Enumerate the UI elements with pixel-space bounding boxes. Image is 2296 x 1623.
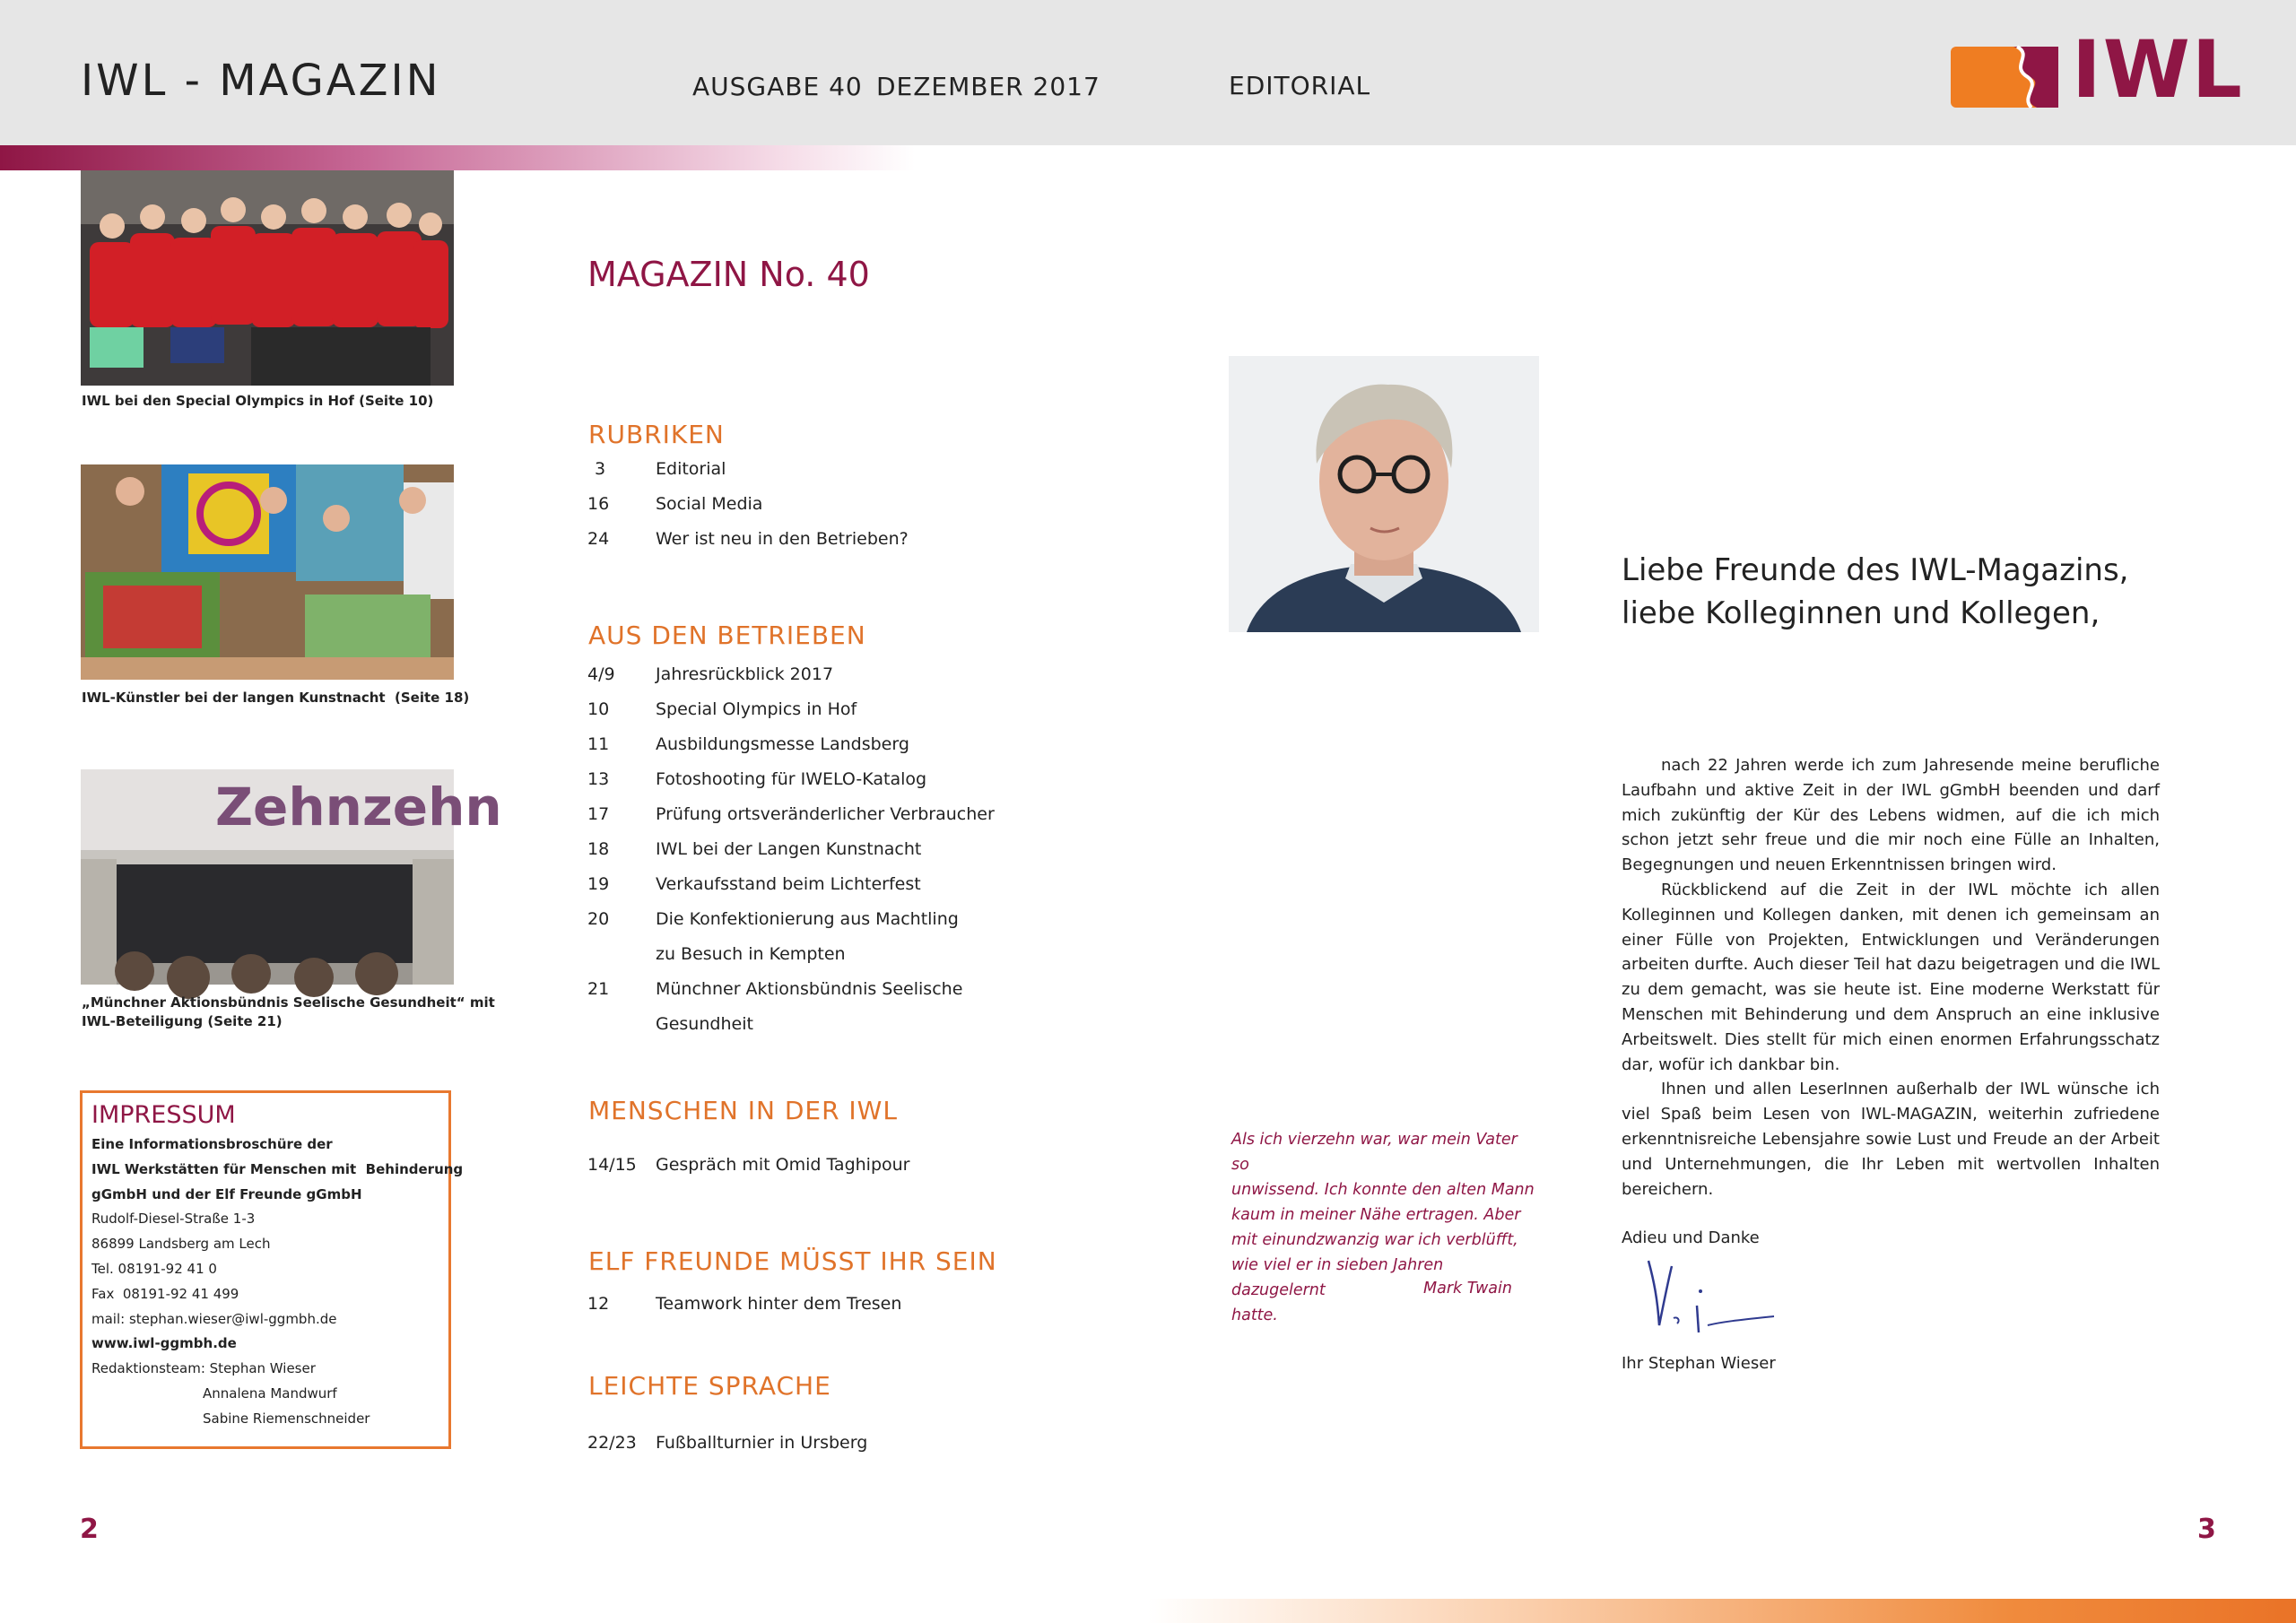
toc-row: 19 Verkaufsstand beim Lichterfest [587, 874, 921, 894]
toc-row: 4/9 Jahresrückblick 2017 [587, 664, 834, 684]
toc-row: 10 Special Olympics in Hof [587, 699, 857, 719]
toc-row: 14/15 Gespräch mit Omid Taghipour [587, 1155, 910, 1175]
impressum-box [80, 1090, 464, 1449]
toc-row: 17 Prüfung ortsveränderlicher Verbraucher [587, 804, 995, 824]
impressum-email: mail: stephan.wieser@iwl-ggmbh.de [91, 1310, 337, 1327]
logo-text: IWL [2072, 23, 2244, 116]
toc-list-leichte-sprache [587, 1433, 1126, 1468]
toc-list-betriebe [587, 664, 1126, 1049]
toc-row: 11 Ausbildungsmesse Landsberg [587, 734, 909, 754]
toc-row: 16 Social Media [587, 494, 763, 514]
photo-kunstnacht [81, 464, 454, 680]
impressum-editor: Redaktionsteam: Stephan Wieser [91, 1360, 316, 1377]
section-title-rubriken: RUBRIKEN [588, 420, 725, 449]
section-label: EDITORIAL [1229, 71, 1371, 100]
impressum-line: Eine Informationsbroschüre der [91, 1136, 333, 1152]
impressum-title: IMPRESSUM [91, 1101, 236, 1129]
impressum-line: gGmbH und der Elf Freunde gGmbH [91, 1185, 362, 1202]
toc-row: Gesundheit [656, 1014, 753, 1034]
quote-block: Als ich vierzehn war, war mein Vater so unwissend. Ich konnte den alten Mann kaum in meiner Nähe ertragen. Aber mit einundzwanzig war ich verblüfft, wie viel er in sieben Jahren dazugelernt hatte. [1231, 1131, 1535, 1324]
toc-list-elf-freunde [587, 1294, 1126, 1329]
photo-caption: IWL bei den Special Olympics in Hof (Seite 10) [82, 393, 434, 409]
toc-list-rubriken [587, 459, 1126, 564]
toc-row: 12 Teamwork hinter dem Tresen [587, 1294, 902, 1314]
letter-closing: Adieu und Danke [1622, 1228, 1760, 1247]
toc-row: zu Besuch in Kempten [656, 944, 846, 964]
editorial-letter [1622, 753, 2160, 1202]
team-photo-icon [81, 170, 454, 386]
quote-author: Mark Twain [1423, 1280, 1512, 1298]
section-title-menschen: MENSCHEN IN DER IWL [588, 1096, 898, 1125]
letter-paragraph: Ihnen und allen LeserInnen außerhalb der IWL wünsche ich viel Spaß beim Lesen von IWL-MAGAZIN, weiterhin zufriedene erkenntnisreiche Lebensjahre sowie Lust und Freude an der Arbeit und Unternehmungen, die Ihr Leben mit wertvollen Inhalten bereichern. [1622, 1080, 2160, 1199]
header-accent-bar [0, 145, 915, 170]
toc-list-menschen [587, 1155, 1126, 1190]
impressum-fax: Fax 08191-92 41 499 [91, 1285, 239, 1302]
section-title-leichte-sprache: LEICHTE SPRACHE [588, 1371, 831, 1401]
footer-accent-bar [1148, 1599, 2296, 1623]
impressum-city: 86899 Landsberg am Lech [91, 1236, 271, 1253]
editorial-greeting: Liebe Freunde des IWL-Magazins, liebe Kolleginnen und Kollegen, [1622, 552, 2129, 631]
art-photo-icon [81, 464, 454, 680]
page-number-right: 3 [2197, 1514, 2216, 1545]
photo-aktionsbuendnis [81, 769, 502, 985]
toc-row: 13 Fotoshooting für IWELO-Katalog [587, 769, 927, 789]
magazine-title: IWL - MAGAZIN [81, 56, 441, 106]
toc-row: 3 Editorial [594, 459, 726, 479]
toc-row: 21 Münchner Aktionsbündnis Seelische [587, 979, 963, 999]
toc-row: 24 Wer ist neu in den Betrieben? [587, 529, 909, 549]
author-portrait [1229, 356, 1539, 632]
page-number-left: 2 [80, 1514, 99, 1545]
contents-title: MAGAZIN No. 40 [587, 255, 870, 294]
impressum-line: IWL Werkstätten für Menschen mit Behinderung [91, 1160, 464, 1177]
section-title-betriebe: AUS DEN BETRIEBEN [588, 621, 866, 650]
impressum-editor: Sabine Riemenschneider [203, 1410, 370, 1427]
signature-icon [1641, 1254, 1785, 1352]
photo-caption: IWL-Künstler bei der langen Kunstnacht (Seite 18) [82, 690, 470, 706]
issue-number: AUSGABE 40 [692, 72, 863, 101]
portrait-photo-icon [1229, 356, 1539, 632]
impressum-website: www.iwl-ggmbh.de [91, 1335, 237, 1352]
letter-paragraph: nach 22 Jahren werde ich zum Jahresende meine berufliche Laufbahn und aktive Zeit in der IWL gGmbH beenden und darf mich zukünftig der Kür des Lebens widmen, auf die ich mich schon jetzt sehr freue und die mir noch eine Fülle an Inhalten, Begegnungen und neuen Erkenntnissen bringen wird. [1622, 756, 2160, 875]
banner-text: Zehnzehn [215, 777, 502, 838]
photo-caption: „Münchner Aktionsbündnis Seelische Gesundheit“ mit IWL-Beteiligung (Seite 21) [82, 994, 495, 1029]
toc-row: 18 IWL bei der Langen Kunstnacht [587, 839, 922, 859]
section-title-elf-freunde: ELF FREUNDE MÜSST IHR SEIN [588, 1246, 997, 1276]
letter-paragraph: Rückblickend auf die Zeit in der IWL möchte ich allen Kolleginnen und Kollegen danken, mit denen ich gemeinsam an einer Fülle von Projekten, Entwicklungen und Veränderungen arbeiten durfte. Auch dieser Teil hat dazu beigetragen und die IWL zu dem gemacht, was sie heute ist. Eine moderne Werkstatt für Menschen mit Behinderung und dem Anspruch an eine inklusive Arbeitswelt. Dies stellt für mich einen enormen Erfahrungsschatz dar, wofür ich dankbar bin. [1622, 880, 2160, 1074]
impressum-address: Rudolf-Diesel-Straße 1-3 [91, 1211, 256, 1228]
toc-row: 22/23 Fußballturnier in Ursberg [587, 1433, 868, 1453]
toc-row: 20 Die Konfektionierung aus Machtling [587, 909, 959, 929]
photo-special-olympics [81, 170, 454, 386]
impressum-phone: Tel. 08191-92 41 0 [91, 1260, 217, 1277]
stage-photo-icon [81, 769, 502, 985]
letter-signer: Ihr Stephan Wieser [1622, 1354, 1776, 1373]
impressum-editor: Annalena Mandwurf [203, 1384, 337, 1402]
issue-date: DEZEMBER 2017 [876, 72, 1100, 101]
